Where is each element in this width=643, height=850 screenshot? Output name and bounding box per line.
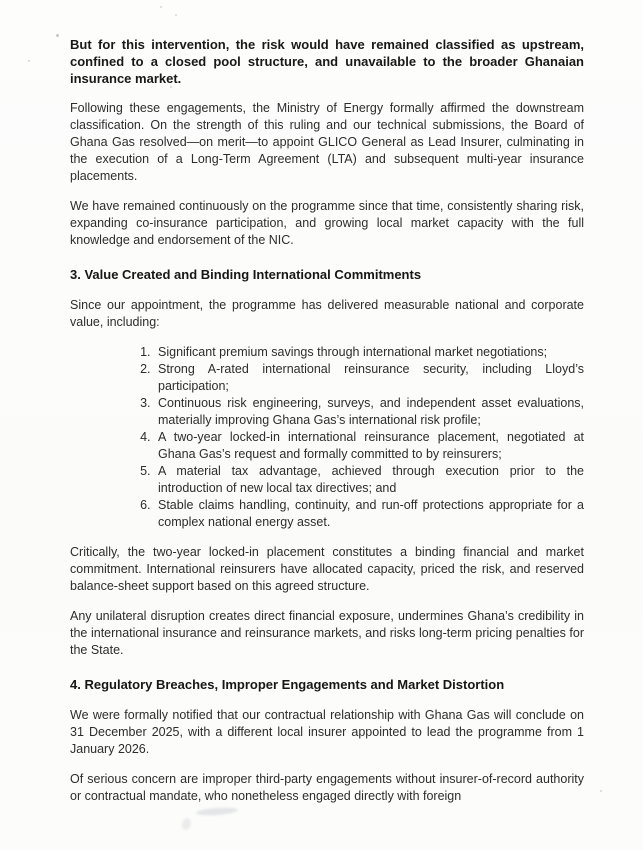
scan-artifact-speck — [56, 34, 59, 37]
paragraph-disruption-risk: Any unilateral disruption creates direct financial exposure, undermines Ghana’s credibility in the international insurance and reinsurance markets, and risks long-term pricing penalties for the State. — [70, 609, 584, 657]
list-item-tax-advantage: 5. A material tax advantage, achieved through execution prior to the introduction of new local tax directives; and — [154, 463, 584, 497]
value-created-list — [128, 344, 584, 531]
heading-section-3: 3. Value Created and Binding International Commitments — [70, 267, 422, 282]
scan-artifact-speck — [160, 6, 162, 8]
scan-artifact-speck — [175, 14, 177, 16]
scan-artifact-speck — [600, 790, 602, 792]
scan-artifact-speck — [28, 60, 30, 62]
list-item-premium-savings: 1. Significant premium savings through international market negotiations; — [154, 344, 584, 361]
document-content — [70, 36, 584, 818]
paragraph-ministry-ruling: Following these engagements, the Ministry of Energy formally affirmed the downstream classification. On the strength of this ruling and our technical submissions, the Board of Ghana Gas resolved—on merit—to appoint GLICO General as Lead Insurer, culminating in the execution of a Long-Term Agreement (LTA) and subsequent multi-year insurance placements. — [70, 101, 584, 183]
list-item-claims-handling: 6. Stable claims handling, continuity, and run-off protections appropriate for a complex national energy asset. — [154, 497, 584, 531]
paragraph-value-intro: Since our appointment, the programme has delivered measurable national and corporate value, including: — [70, 298, 584, 329]
paragraph-contract-conclusion: We were formally notified that our contractual relationship with Ghana Gas will conclude on 31 December 2025, with a different local insurer appointed to lead the programme from 1 January 2026. — [70, 708, 584, 756]
paragraph-programme-continuity: We have remained continuously on the programme since that time, consistently sharing risk, expanding co-insurance participation, and growing local market capacity with the full knowledge and endorsement of the NIC. — [70, 199, 584, 247]
paragraph-intervention-bold: But for this intervention, the risk would have remained classified as upstream, confined to a closed pool structure, and unavailable to the broader Ghanaian insurance market. — [70, 37, 584, 86]
scan-artifact-smudge — [180, 817, 192, 831]
paragraph-improper-engagements: Of serious concern are improper third-party engagements without insurer-of-record authority or contractual mandate, who nonetheless engaged directly with foreign — [70, 772, 584, 803]
list-item-risk-engineering: 3. Continuous risk engineering, surveys, and independent asset evaluations, materially improving Ghana Gas’s international risk profile; — [154, 395, 584, 429]
list-item-locked-in-placement: 4. A two-year locked-in international reinsurance placement, negotiated at Ghana Gas’s request and formally committed to by reinsurers; — [154, 429, 584, 463]
paragraph-binding-commitment: Critically, the two-year locked-in placement constitutes a binding financial and market commitment. International reinsurers have allocated capacity, priced the risk, and reserved balance-sheet support based on this agreed structure. — [70, 545, 584, 593]
list-item-reinsurance-security: 2. Strong A-rated international reinsurance security, including Lloyd’s participation; — [154, 361, 584, 395]
heading-section-4: 4. Regulatory Breaches, Improper Engagements and Market Distortion — [70, 677, 505, 692]
